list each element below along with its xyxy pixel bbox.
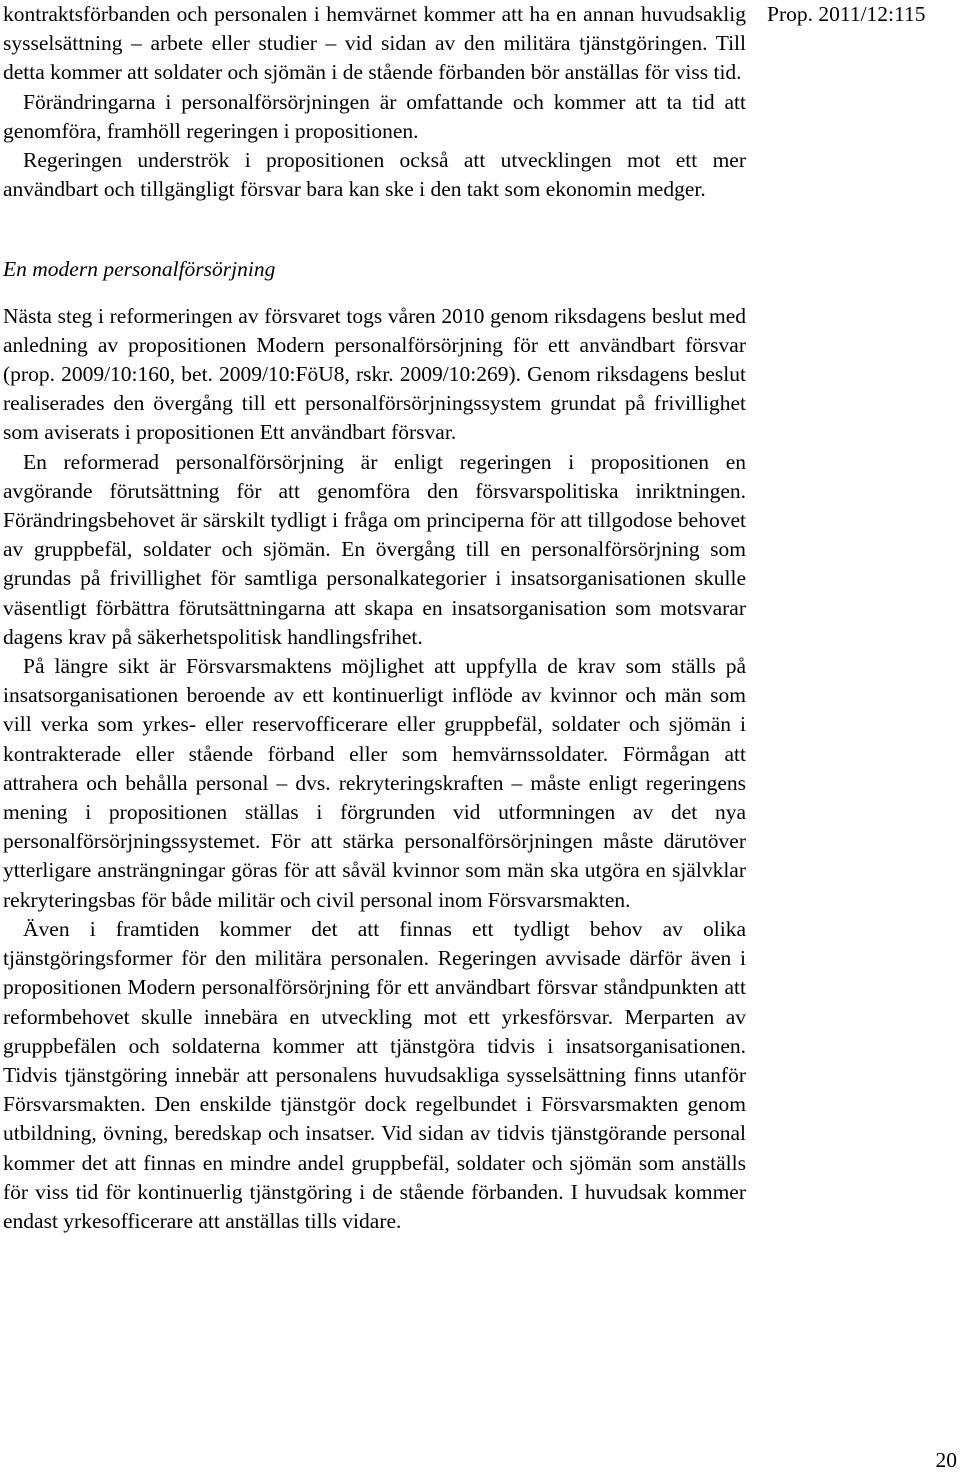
intro-paragraph-2: Förändringarna i personalförsörjningen är omfattande och kommer att ta tid att genomföra, framhöll regeringen i propositionen. bbox=[3, 89, 746, 143]
section-paragraph-1: Nästa steg i reformeringen av försvaret togs våren 2010 genom riksdagens beslut med anledning av propositionen Modern personalförsörjning för ett användbart försvar (prop. 2009/10:160, bet. 2009/10:FöU8, rskr. 2009/10:269). Genom riksdagens beslut realiserades den övergång till ett personalförsörjningssystem grundat på frivillighet som aviserats i propositionen Ett användbart försvar. bbox=[3, 303, 746, 445]
page-number: 20 bbox=[935, 1448, 957, 1472]
section-paragraph-4: Även i framtiden kommer det att finnas ett tydligt behov av olika tjänstgöringsformer för den militära personalen. Regeringen avvisade därför även i propositionen Modern personalförsörjning för ett användbart försvar ståndpunkten att reformbehovet skulle innebära en utveckling mot ett yrkesförsvar. Merparten av gruppbefälen och soldaterna kommer att tjänstgöra tidvis i insatsorganisationen. Tidvis tjänstgöring innebär att personalens huvudsakliga sysselsättning finns utanför Försvarsmakten. Den enskilde tjänstgör dock regelbundet i Försvarsmakten genom utbildning, övning, beredskap och insatser. Vid sidan av tidvis tjänstgörande personal kommer det att finnas en mindre andel gruppbefäl, soldater och sjömän som anställs för viss tid för kontinuerlig tjänstgöring i de stående förbanden. I huvudsak kommer endast yrkesofficerare att anställas tills vidare. bbox=[3, 916, 746, 1233]
proposition-label: Prop. 2011/12:115 bbox=[767, 2, 926, 26]
intro-paragraph-3: Regeringen underströk i propositionen också att utvecklingen mot ett mer användbart och tillgängligt försvar bara kan ske i den takt som ekonomin medger. bbox=[3, 148, 746, 202]
section-paragraph-3: På längre sikt är Försvarsmaktens möjlighet att uppfylla de krav som ställs på insatsorganisationen beroende av ett kontinuerligt inflöde av kvinnor och män som vill verka som yrkes- eller reservofficerare eller gruppbefäl, soldater och sjömän i kontrakterade eller stående förband eller som hemvärnssoldater. Förmågan att attrahera och behålla personal – dvs. rekryteringskraften – måste enligt regeringens mening i propositionen ställas i förgrunden vid utformningen av det nya personalförsörjningssystemet. För att stärka personalförsörjningen måste därutöver ytterligare ansträngningar göras för att såväl kvinnor som män ska utgöra en självklar rekryteringsbas för både militär och civil personal inom Försvarsmakten. bbox=[3, 654, 746, 912]
section-heading: En modern personalförsörjning bbox=[3, 257, 276, 282]
section-paragraph-2: En reformerad personalförsörjning är enligt regeringen i propositionen en avgörande förutsättning för att genomföra den försvarspolitiska inriktningen. Förändringsbehovet är särskilt tydligt i fråga om principerna för att tillgodose behovet av gruppbefäl, soldater och sjömän. En övergång till en personalförsörjning som grundas på frivillighet för samtliga personalkategorier i insatsorganisationen skulle väsentligt förbättra förutsättningarna att skapa en insatsorganisation som motsvarar dagens krav på säkerhetspolitisk handlingsfrihet. bbox=[3, 449, 746, 649]
intro-paragraph-1: kontraktsförbanden och personalen i hemvärnet kommer att ha en annan huvudsaklig sysselsättning – arbete eller studier – vid sidan av den militära tjänstgöringen. Till detta kommer att soldater och sjömän i de stående förbanden bör anställas för viss tid. bbox=[3, 2, 746, 85]
body-text bbox=[3, 0, 746, 1236]
